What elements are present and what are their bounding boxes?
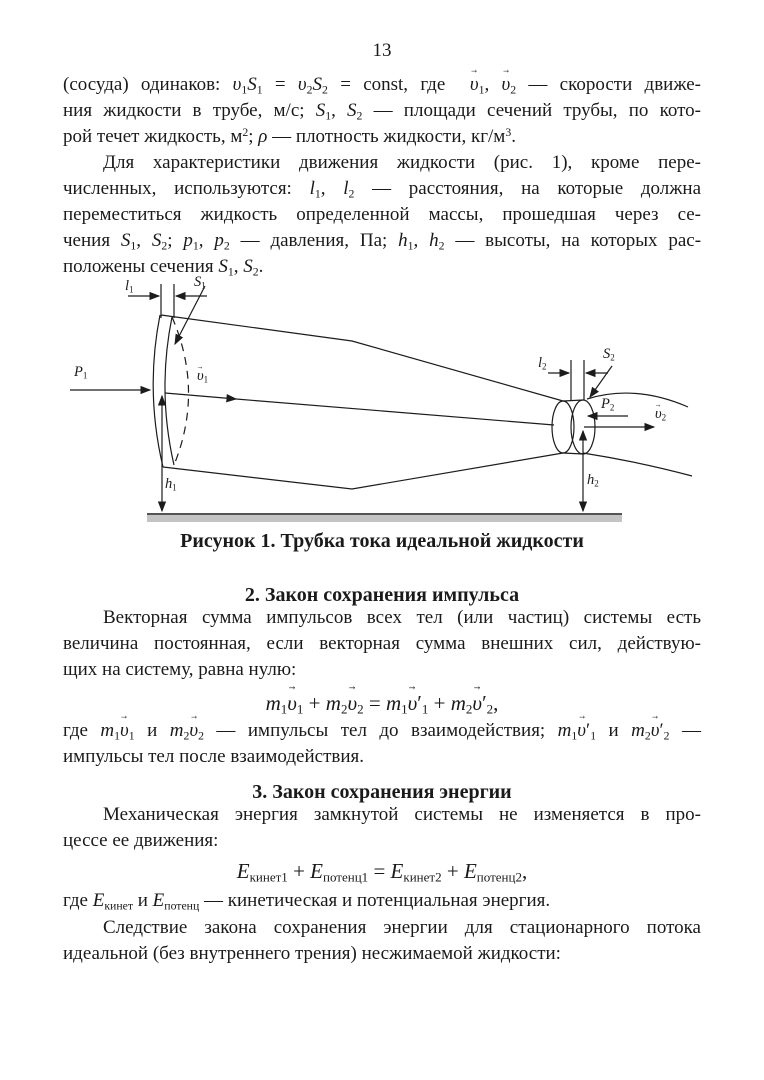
text-line: Механическая энергия замкнутой системы не изменяется в про- (103, 804, 701, 825)
label-v1: $\upsilon \to_1$ (197, 368, 208, 384)
text-line: (сосуда) одинаков: $\upsilon_1S_1 = \upsilon_2S_2$ = const, где $\upsilon \to_1$, $\upsilon \to_2$ — скорости движе- (63, 72, 701, 98)
paragraph-momentum-law (63, 605, 701, 683)
tube-inlet-inner-arc (165, 317, 174, 465)
s2-pointer-arrow (590, 366, 612, 397)
paragraph-flow-characteristics (63, 150, 701, 280)
text-line: Для характеристики движения жидкости (рис. 1), кроме пере- (103, 152, 701, 173)
text-line: рой течет жидкость, $м^2$; ρ — плотность жидкости, $кг/м^3$. (63, 126, 516, 147)
text-line: положены сечения $S_1$, $S_2$. (63, 256, 264, 279)
text-line: где $m_1\upsilon \to_1$ и $m_2\upsilon \to_2$ — импульсы тел до взаимодействия; $m_1\upsilon \to'_1$ и $m_2\upsilon \to'_2$ — (63, 718, 701, 744)
tube-top-wall (161, 315, 563, 401)
label-s1: $S_1$ (194, 274, 206, 291)
label-h2: $h_2$ (587, 472, 599, 489)
text-line: цессе ее движения: (63, 830, 219, 851)
label-l1: $l_1$ (125, 278, 134, 295)
paragraph-energy-explanation (63, 888, 701, 914)
section-heading-energy: 3. Закон сохранения энергии (252, 781, 512, 803)
label-p2: $P_2$ (601, 396, 615, 413)
text-line: импульсы тел после взаимодействия. (63, 746, 365, 767)
energy-equation: $E_{кинет1} + E_{потенц1} = E_{кинет2} + E_{потенц2}$, (236, 859, 528, 885)
label-v2: $\upsilon \to_2$ (655, 406, 666, 422)
momentum-equation: $m_1\upsilon \to_1 + m_2\upsilon \to_2 = m_1\upsilon \to'_1 + m_2\upsilon \to'_2$, (63, 688, 701, 718)
v1-arrow (165, 393, 236, 399)
axis-streamline (236, 399, 554, 425)
text-line: Следствие закона сохранения энергии для стационарного потока (103, 917, 701, 938)
label-s2: $S_2$ (603, 346, 615, 363)
tube-inlet-back-dashed-arc (172, 317, 189, 465)
text-line: величина постоянная, если векторная сумма внешних сил, действую- (63, 633, 701, 654)
paragraph-energy-consequence (63, 915, 701, 967)
ground-bar (147, 515, 622, 522)
text-line: ния жидкости в трубе, м/с; $S_1$, $S_2$ — площади сечений трубы, по кото- (63, 100, 701, 123)
paragraph-energy-law (63, 802, 701, 854)
text-line: где $E_{кинет}$ и $E_{потенц}$ — кинетическая и потенциальная энергия. (63, 890, 551, 913)
figure-1-flow-tube (0, 270, 764, 528)
figure-caption: Рисунок 1. Трубка тока идеальной жидкости (180, 530, 584, 552)
text-line: идеальной (без внутреннего трения) несжимаемой жидкости: (63, 943, 561, 964)
label-p1: $P_1$ (74, 364, 88, 381)
outlet-lower-streamline (583, 453, 692, 476)
text-line: переместиться жидкость определенной массы, прошедшая через се- (63, 204, 701, 225)
text-line: численных, используются: $l_1$, $l_2$ — расстояния, на которые должна (63, 178, 701, 201)
tube-bottom-wall (163, 453, 563, 489)
text-line: чения $S_1$, $S_2$; $p_1$, $p_2$ — давления, Па; $h_1$, $h_2$ — высоты, на которых рас- (63, 230, 702, 253)
text-line: щих на систему, равна нулю: (63, 659, 297, 680)
page-number: 13 (372, 40, 392, 61)
paragraph-momentum-explanation (63, 718, 701, 770)
s1-pointer-arrow (175, 286, 205, 344)
flow-tube-diagram (0, 270, 764, 528)
text-line: Векторная сумма импульсов всех тел (или частиц) системы есть (103, 607, 701, 628)
label-l2: $l_2$ (538, 355, 547, 372)
label-h1: $h_1$ (165, 476, 177, 493)
paragraph-continuity-equation (63, 72, 701, 150)
section-heading-momentum: 2. Закон сохранения импульса (244, 584, 520, 606)
